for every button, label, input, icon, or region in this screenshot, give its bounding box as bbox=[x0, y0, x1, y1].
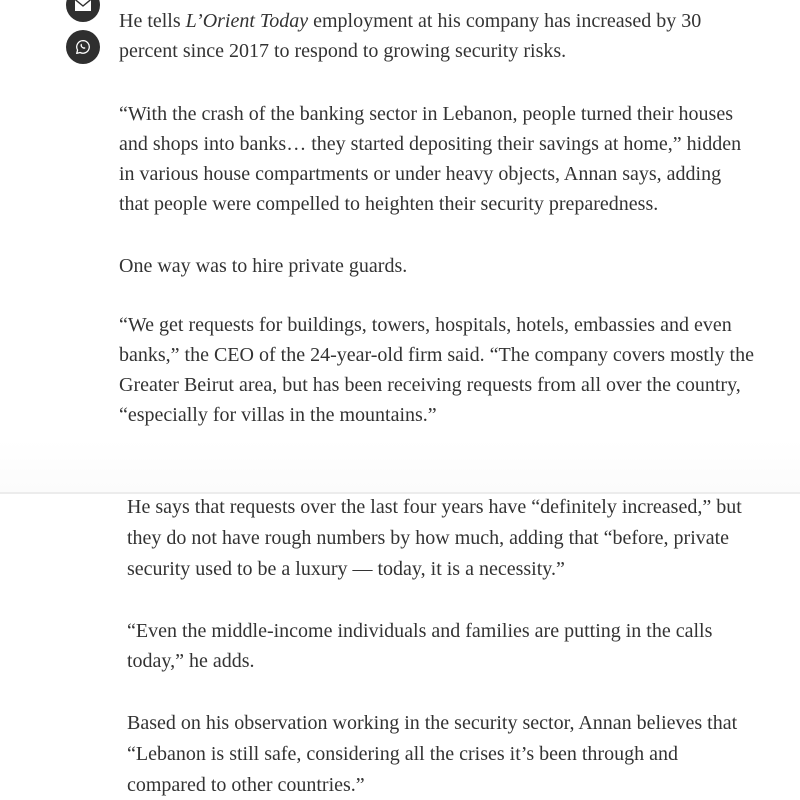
paragraph-line: He says that requests over the last four years have “definitely increased,” but bbox=[127, 496, 742, 518]
paragraph-line: “We get requests for buildings, towers, hospitals, hotels, embassies and even bbox=[119, 314, 732, 336]
paragraph-line: in various house compartments or under heavy objects, Annan says, adding bbox=[119, 163, 722, 185]
paragraph-line: and shops into banks… they started depositing their savings at home,” hidden bbox=[119, 133, 742, 155]
paragraph-line: Based on his observation working in the security sector, Annan believes that bbox=[127, 712, 738, 734]
line-text: He tells bbox=[119, 10, 186, 32]
paragraph-line: security used to be a luxury — today, it is a necessity.” bbox=[127, 558, 565, 580]
paragraph-line: “Even the middle-income individuals and families are putting in the calls bbox=[127, 620, 713, 642]
paragraph-line bbox=[119, 11, 701, 31]
paragraph-line: percent since 2017 to respond to growing security risks. bbox=[119, 40, 567, 62]
paragraph-line: “With the crash of the banking sector in Lebanon, people turned their houses bbox=[119, 103, 734, 125]
paragraph-line: today,” he adds. bbox=[127, 650, 255, 672]
line-text: employment at his company has increased by 30 bbox=[308, 10, 702, 32]
publication-name: L’Orient Today bbox=[185, 10, 309, 32]
paragraph-line: compared to other countries.” bbox=[127, 774, 365, 796]
paragraph-line: Greater Beirut area, but has been receiving requests from all over the country, bbox=[119, 374, 741, 396]
article-section-bottom bbox=[0, 494, 800, 800]
section-fade bbox=[0, 440, 800, 492]
paragraph-line: they do not have rough numbers by how much, adding that “before, private bbox=[127, 527, 730, 549]
paragraph-line: that people were compelled to heighten their security preparedness. bbox=[119, 193, 659, 215]
paragraph-line: One way was to hire private guards. bbox=[119, 255, 408, 277]
paragraph-line: “especially for villas in the mountains.” bbox=[119, 404, 437, 426]
paragraph-line: banks,” the CEO of the 24-year-old firm said. “The company covers mostly the bbox=[119, 344, 754, 366]
paragraph-line: “Lebanon is still safe, considering all the crises it’s been through and bbox=[127, 743, 678, 765]
